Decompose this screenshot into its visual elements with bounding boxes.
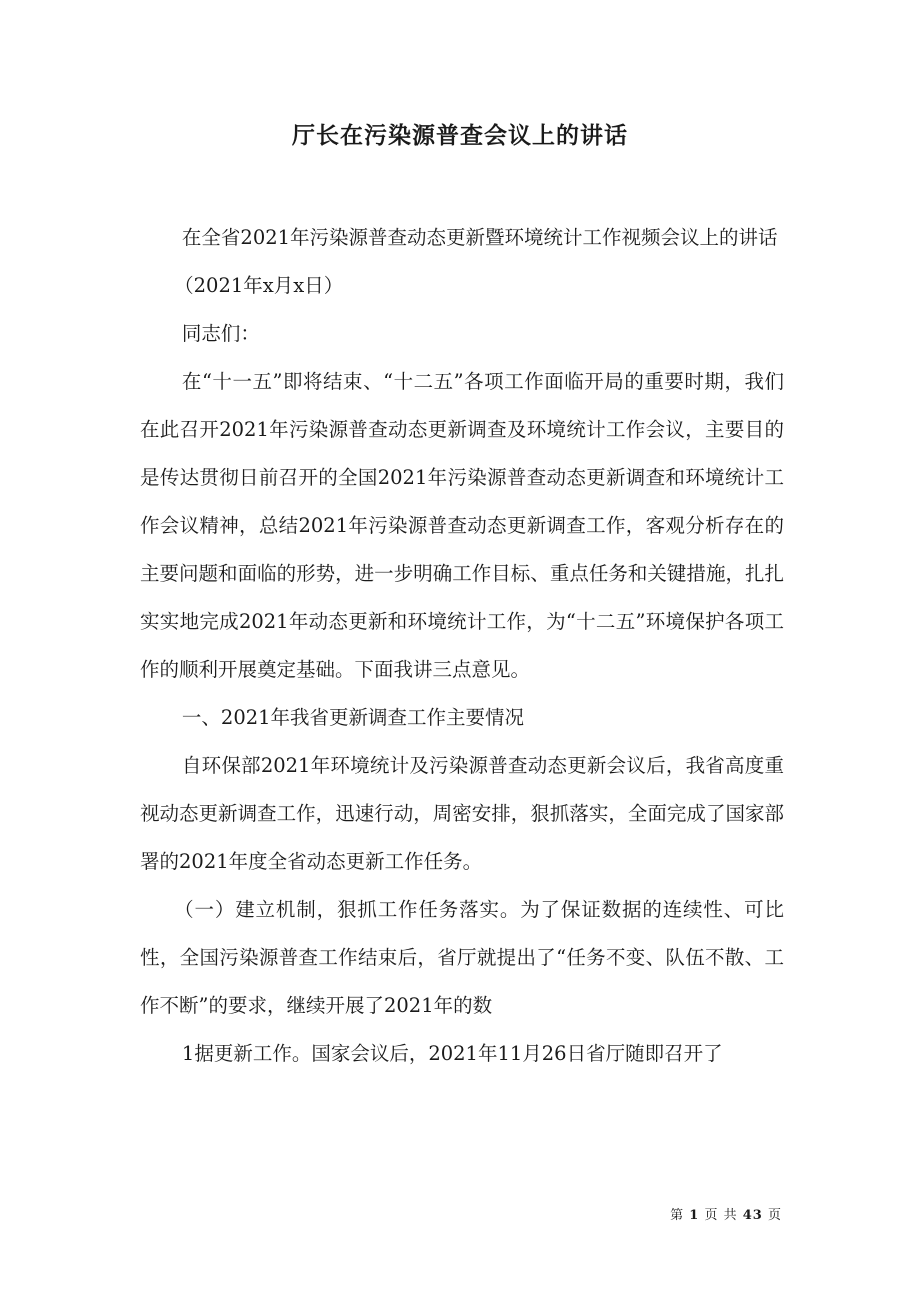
subtitle-paragraph: 在全省2021年污染源普查动态更新暨环境统计工作视频会议上的讲话 (181, 226, 778, 249)
footer-current-page: 1 (689, 1208, 700, 1223)
document-body (140, 214, 784, 1078)
body-paragraph: 1据更新工作。国家会议后，2021年11月26日省厅随即召开了 (181, 1042, 723, 1065)
body-paragraph: 自环保部2021年环境统计及污染源普查动态更新会议后，我省高度重视动态更新调查工作，迅速行动，周密安排，狠抓落实，全面完成了国家部署的2021年度全省动态更新工作任务。 (140, 754, 784, 873)
date-paragraph: （2021年x月x日） (174, 274, 344, 297)
page-footer (670, 1206, 782, 1226)
section-heading: 一、2021年我省更新调查工作主要情况 (181, 706, 525, 729)
footer-middle: 页 共 (704, 1208, 738, 1223)
body-paragraph: （一）建立机制，狠抓工作任务落实。为了保证数据的连续性、可比性，全国污染源普查工作结束后，省厅就提出了“任务不变、队伍不散、工作不断”的要求，继续开展了2021年的数 (140, 898, 784, 1017)
footer-prefix: 第 (670, 1208, 685, 1223)
document-title: 厅长在污染源普查会议上的讲话 (292, 122, 628, 149)
footer-suffix: 页 (767, 1208, 782, 1223)
footer-total-pages: 43 (742, 1208, 763, 1223)
salutation-paragraph: 同志们： (181, 322, 260, 345)
body-paragraph: 在“十一五”即将结束、“十二五”各项工作面临开局的重要时期，我们在此召开2021年污染源普查动态更新调查及环境统计工作会议，主要目的是传达贯彻日前召开的全国2021年污染源普查动态更新调查和环境统计工作会议精神，总结2021年污染源普查动态更新调查工作，客观分析存在的主要问题和面临的形势，进一步明确工作目标、重点任务和关键措施，扎扎实实地完成2021年动态更新和环境统计工作，为“十二五”环境保护各项工作的顺利开展奠定基础。下面我讲三点意见。 (140, 370, 784, 681)
